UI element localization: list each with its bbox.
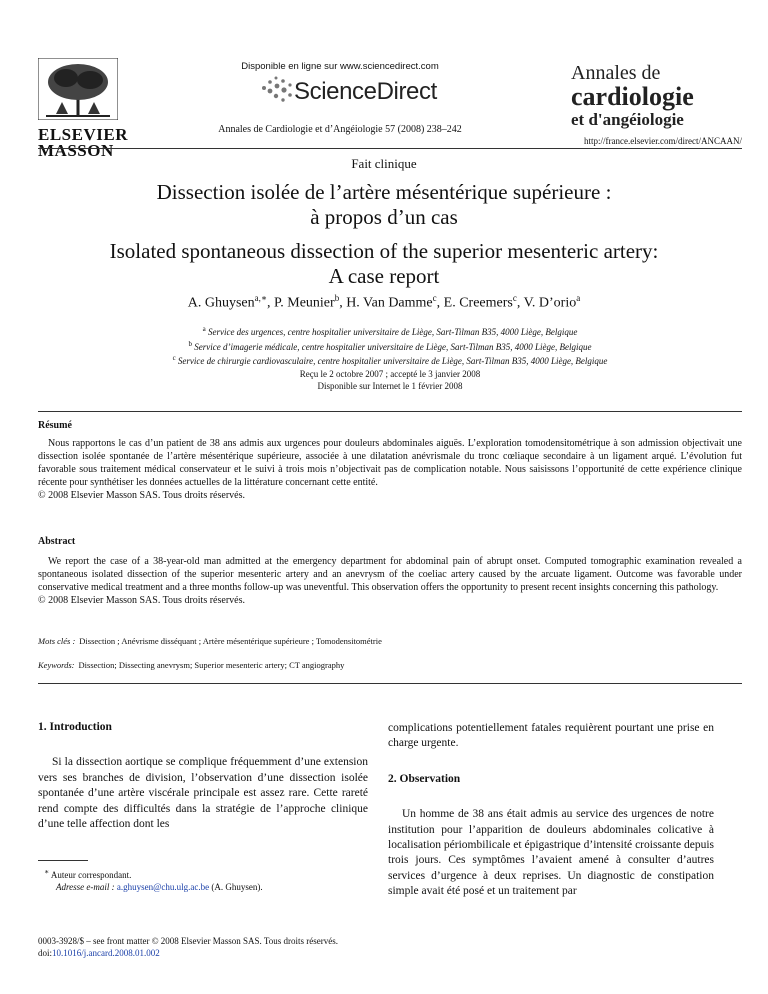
keywords-english-label: Keywords: [38,660,75,670]
keywords-english-values: Dissection; Dissecting anevrysm; Superior mesenteric artery; CT angiography [78,660,345,670]
keywords-english [38,660,742,670]
header-divider [38,148,742,149]
observation-heading: 2. Observation [388,772,461,785]
affiliation-item [38,324,742,339]
author-affiliation-mark[interactable]: c [432,293,437,303]
title-french [60,180,708,230]
affiliation-mark: c [172,354,176,362]
footnote-email-tail: (A. Ghuysen). [211,882,263,892]
author-separator: , [436,295,444,311]
affiliations [38,324,742,368]
affiliation-mark: a [202,325,206,333]
online-date: Disponible sur Internet le 1 février 2008 [317,381,463,391]
author-affiliation-mark[interactable]: c [512,293,517,303]
author-separator: , [267,295,275,311]
author: V. D’orio [523,295,577,311]
footnote-mark: ∗ [44,867,50,876]
affiliation-item [38,339,742,354]
journal-title-line1: Annales de [571,62,661,84]
keywords-french-values: Dissection ; Anévrisme disséquant ; Artère mésentérique supérieure ; Tomodensitométrie [79,636,382,646]
journal-title-line3: et d'angéiologie [571,110,684,129]
intro-heading: 1. Introduction [38,721,112,733]
article-type: Fait clinique [351,156,417,171]
title-english-line2: A case report [328,264,440,288]
title-english [60,239,708,289]
issn-line: 0003-3928/$ – see front matter © 2008 Elsevier Masson SAS. Tous droits réservés. [38,936,339,946]
footnote-text: Auteur correspondant. [50,870,132,880]
journal-citation: Annales de Cardiologie et d’Angéiologie 57 (2008) 238–242 [218,124,462,135]
resume-body [38,437,742,502]
article-dates [38,368,742,392]
affiliation-mark: b [188,339,192,348]
author: E. Creemers [443,295,513,311]
page-footer [38,935,438,959]
footnote-line2 [38,881,338,893]
author-separator: , [339,295,347,311]
resume-heading: Résumé [38,420,72,431]
footnote-email-label: Adresse e-mail : [56,882,115,892]
affiliation-text: Service de chirurgie cardiovasculaire, centre hospitalier universitaire de Liège, Sart-Tilman B35, 4000 Liège, Belgique [177,356,608,366]
journal-title-line2: cardiologie [571,82,694,111]
journal-title [571,62,741,130]
elsevier-tree-icon [38,58,118,120]
received-date: Reçu le 2 octobre 2007 ; accepté le 3 janvier 2008 [299,369,481,379]
footnote-line1 [38,866,338,881]
author: A. Ghuysen [187,295,255,311]
resume-text: Nous rapportons le cas d’un patient de 38 ans admis aux urgences pour douleurs abdominales aiguës. L’exploration tomodensitométrique à son admission objectivait une dissection isolée spontanée de l’artère mésentérique supérieure, associée à une dilatation anévrismale du tronc cœliaque secondaire à un ligament arqué. L’évolution fut favorable sous traitement médical conservateur et le suivi à trois mois n’objectivait pas de complication notable. Nous saisissons l’opportunité de cette expérience clinique récente pour synthétiser les données actuelles de la littérature concernant cette entité. [38,438,742,488]
doi-line [38,947,438,959]
sciencedirect-logo [258,72,458,106]
footnote-rule [38,860,88,861]
abstract-copyright: © 2008 Elsevier Masson SAS. Tous droits réservés. [38,595,245,606]
keywords-french [38,636,742,646]
title-english-line1: Isolated spontaneous dissection of the superior mesenteric artery: [109,239,659,263]
author-affiliation-mark[interactable]: b [334,293,340,303]
publisher-name: ELSEVIER MASSON [38,125,128,160]
col2-continuation-text: complications potentiellement fatales requièrent pourtant une prise en charge urgente. [388,722,714,750]
abstract-top-divider [38,411,742,412]
online-availability: Disponible en ligne sur www.sciencedirect.com [241,61,439,72]
title-french-line2: à propos d’un cas [310,205,458,229]
title-french-line1: Dissection isolée de l’artère mésentérique supérieure : [156,180,612,204]
journal-url[interactable]: http://france.elsevier.com/direct/ANCAAN/ [584,136,742,146]
affiliation-item [38,353,742,368]
footnote [38,866,338,893]
intro-text: Si la dissection aortique se complique fréquemment d’une extension vers ses branches de division, l’observation d’une dissection isolée spontanée d’une artère viscérale principale est assez rare. Cette rareté rend compte des difficultés dans la stratégie de l’approche clinique d’une telle affection dont les [38,756,368,831]
author-affiliation-mark[interactable]: a,∗ [254,293,268,303]
author-email-link[interactable]: a.ghuysen@chu.ulg.ac.be [116,882,210,892]
sciencedirect-dots-icon [258,74,294,104]
body-left-column [38,720,368,832]
abstract-heading: Abstract [38,536,76,547]
keywords-french-label: Mots clés : [38,636,76,646]
observation-text: Un homme de 38 ans était admis au service des urgences de notre institution pour l’apparition de douleurs abdominales colicative à localisation périombilicale et épigastrique d’intensité croissante depuis trois jours. Ces symptômes l’avaient amené à consulter d’autres services d’urgence à deux reprises. Un diagnostic de constipation simple avait été posé et un traitement par [388,808,714,898]
sciencedirect-wordmark: ScienceDirect [294,78,437,105]
author-list [60,293,708,312]
resume-copyright: © 2008 Elsevier Masson SAS. Tous droits réservés. [38,490,245,501]
doi-link[interactable]: 10.1016/j.ancard.2008.01.002 [52,948,160,958]
doi-label: doi: [38,948,53,958]
affiliation-text: Service d’imagerie médicale, centre hospitalier universitaire de Liège, Sart-Tilman B35, 4000 Liège, Belgique [194,341,592,352]
author: P. Meunier [274,295,335,311]
body-right-column [388,721,714,900]
author-affiliation-mark[interactable]: a [576,293,581,303]
author: H. Van Damme [346,295,433,311]
author-separator: , [516,295,524,311]
abstract-text: We report the case of a 38-year-old man admitted at the emergency department for abdominal pain of abrupt onset. Computed tomographic examination revealed a spontaneous isolated dissection of the superior mesenteric artery and an anevrysm of the coeliac artery caused by the arcuate ligament. Outcome was favorable under conservative medical treatment and a three months follow-up was uneventful. This observation offers the opportunity to present recent insights concerning this pathology. [38,556,742,593]
publisher-logo [38,58,128,160]
affiliation-text: Service des urgences, centre hospitalier universitaire de Liège, Sart-Tilman B35, 4000 Liège, Belgique [207,327,578,337]
abstract-body [38,555,742,607]
abstract-bottom-divider [38,683,742,684]
